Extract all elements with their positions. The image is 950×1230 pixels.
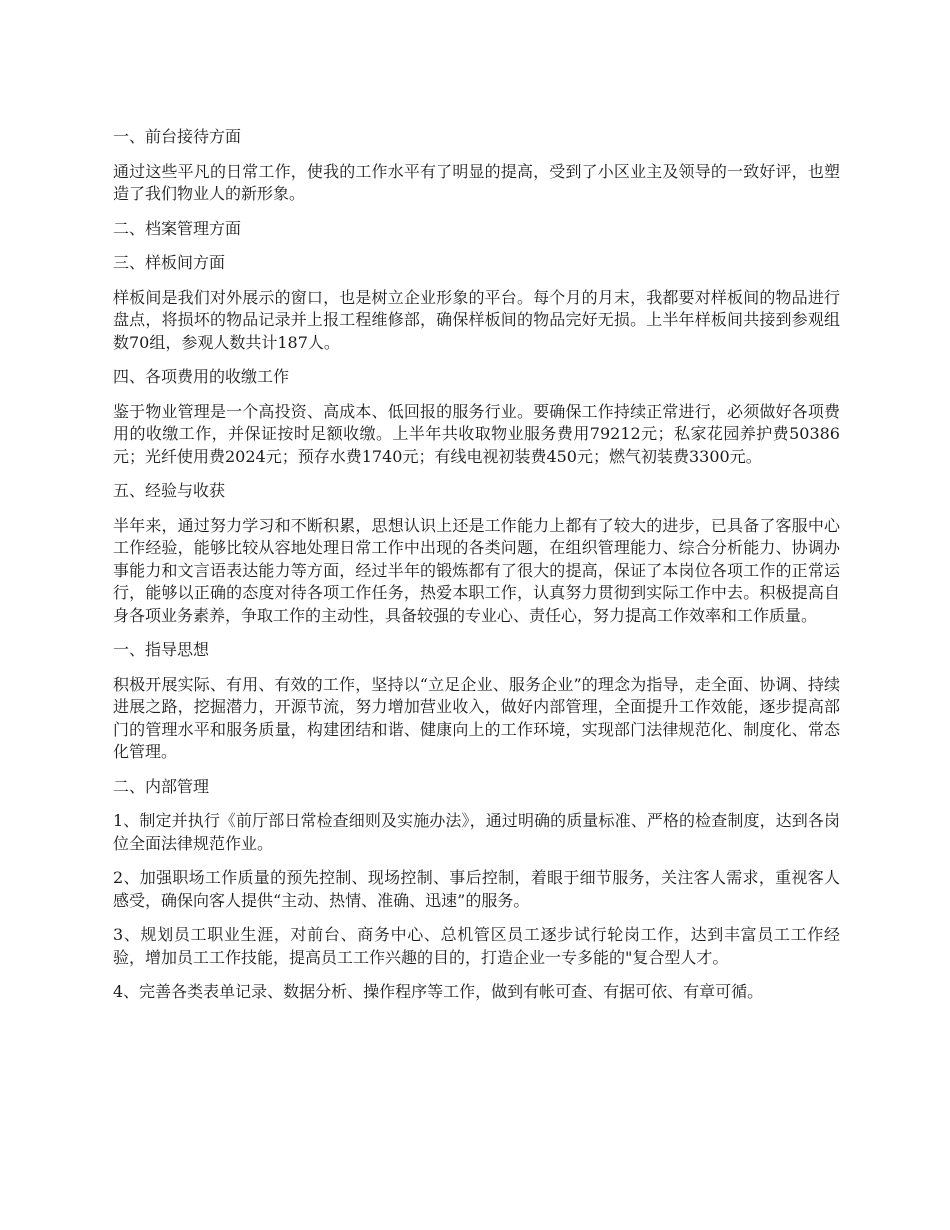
section-heading: 一、前台接待方面 — [113, 127, 242, 146]
section-heading: 五、经验与收获 — [113, 481, 226, 500]
list-item: 4、完善各类表单记录、数据分析、操作程序等工作，做到有帐可查、有据可依、有章可循。 — [113, 982, 764, 1001]
body-paragraph: 通过这些平凡的日常工作，使我的工作水平有了明显的提高，受到了小区业主及领导的一致好评，也塑造了我们物业人的新形象。 — [113, 161, 840, 203]
section-heading: 一、指导思想 — [113, 640, 210, 659]
list-item: 3、规划员工职业生涯，对前台、商务中心、总机管区员工逐步试行轮岗工作，达到丰富员工工作经验，增加员工工作技能，提高员工工作兴趣的目的，打造企业一专多能的"复合型人才。 — [113, 925, 840, 967]
section-heading: 二、档案管理方面 — [113, 218, 242, 238]
section-heading: 三、样板间方面 — [113, 253, 226, 272]
document-body — [113, 126, 840, 1016]
list-item: 2、加强职场工作质量的预先控制、现场控制、事后控制，着眼于细节服务，关注客人需求，重视客人感受，确保向客人提供“主动、热情、准确、迅速”的服务。 — [113, 868, 840, 910]
body-paragraph: 半年来，通过努力学习和不断积累，思想认识上还是工作能力上都有了较大的进步，已具备了客服中心工作经验，能够比较从容地处理日常工作中出现的各类问题，在组织管理能力、综合分析能力、协调办事能力和文言语表达能力等方面，经过半年的锻炼都有了很大的提高，保证了本岗位各项工作的正常运行，能够以正确的态度对待各项工作任务，热爱本职工作，认真努力贯彻到实际工作中去。积极提高自身各项业务素养，争取工作的主动性，具备较强的专业心、责任心，努力提高工作效率和工作质量。 — [113, 515, 840, 625]
list-item: 1、制定并执行《前厅部日常检查细则及实施办法》，通过明确的质量标准、严格的检查制度，达到各岗位全面法律规范作业。 — [113, 811, 840, 853]
section-heading: 四、各项费用的收缴工作 — [113, 367, 290, 386]
body-paragraph: 样板间是我们对外展示的窗口，也是树立企业形象的平台。每个月的月末，我都要对样板间的物品进行盘点，将损坏的物品记录并上报工程维修部，确保样板间的物品完好无损。上半年样板间共接到参观组数70组，参观人数共计187人。 — [113, 287, 840, 352]
body-paragraph: 积极开展实际、有用、有效的工作，坚持以“立足企业、服务企业”的理念为指导，走全面、协调、持续进展之路，挖掘潜力，开源节流，努力增加营业收入，做好内部管理，全面提升工作效能，逐步提高部门的管理水平和服务质量，构建团结和谐、健康向上的工作环境，实现部门法律规范化、制度化、常态化管理。 — [113, 674, 840, 761]
body-paragraph: 鉴于物业管理是一个高投资、高成本、低回报的服务行业。要确保工作持续正常进行，必须做好各项费用的收缴工作，并保证按时足额收缴。上半年共收取物业服务费用79212元；私家花园养护费50386元；光纤使用费2024元；预存水费1740元；有线电视初装费450元；燃气初装费3300元。 — [113, 401, 840, 466]
section-heading: 二、内部管理 — [113, 776, 210, 796]
